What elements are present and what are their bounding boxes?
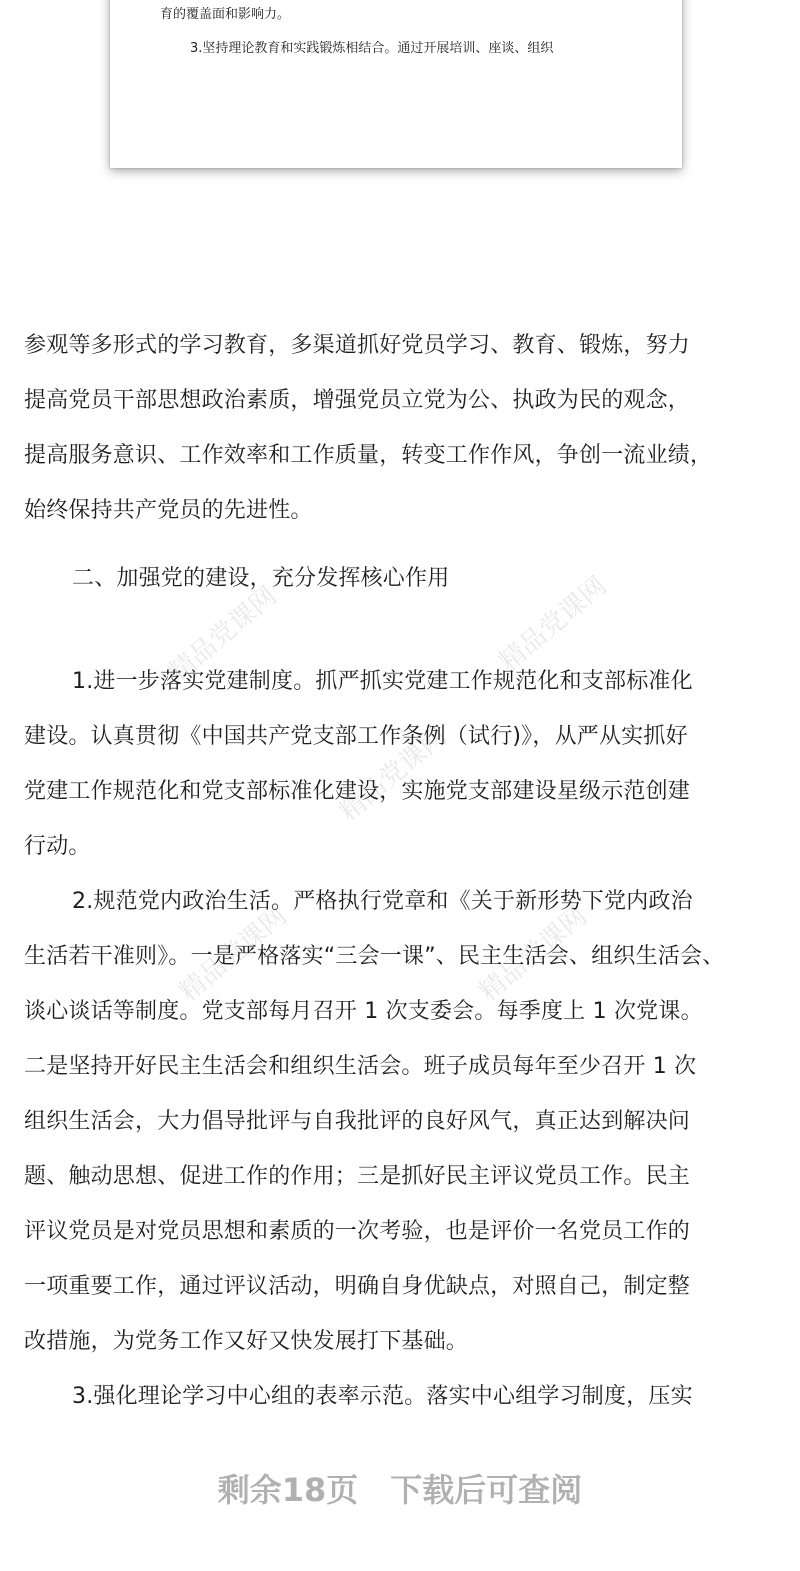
paragraph-line: 谈心谈话等制度。党支部每月召开 1 次支委会。每季度上 1 次党课。 [24,999,703,1024]
paragraph-line: 2.规范党内政治生活。严格执行党章和《关于新形势下党内政治 [72,889,693,914]
preview-text-line: 育的覆盖面和影响力。 [160,7,291,22]
section-heading: 二、加强党的建设，充分发挥核心作用 [72,566,450,591]
paragraph-line: 二是坚持开好民主生活会和组织生活会。班子成员每年至少召开 1 次 [24,1054,697,1079]
paragraph-line: 改措施，为党务工作又好又快发展打下基础。 [24,1329,469,1354]
paragraph-line: 一项重要工作，通过评议活动，明确自身优缺点，对照自己，制定整 [24,1274,691,1299]
page-preview-card [110,0,682,168]
paragraph-line: 建设。认真贯彻《中国共产党支部工作条例（试行)》，从严从实抓好 [24,724,688,749]
paragraph-line: 党建工作规范化和党支部标准化建设，实施党支部建设星级示范创建 [24,779,691,804]
paragraph-line: 提高服务意识、工作效率和工作质量，转变工作作风，争创一流业绩， [24,443,713,468]
watermark: 精品党课网 [163,581,283,688]
watermark: 精品党课网 [173,901,293,1008]
remaining-pages-notice[interactable]: 剩余18页 下载后可查阅 [217,1471,583,1509]
paragraph-line: 提高党员干部思想政治素质，增强党员立党为公、执政为民的观念， [24,388,691,413]
paragraph-line: 评议党员是对党员思想和素质的一次考验，也是评价一名党员工作的 [24,1219,691,1244]
paragraph-line: 组织生活会，大力倡导批评与自我批评的良好风气，真正达到解决问 [24,1109,691,1134]
paragraph-line: 题、触动思想、促进工作的作用；三是抓好民主评议党员工作。民主 [24,1164,691,1189]
watermark: 精品党课网 [493,571,613,678]
preview-text-line: 3.坚持理论教育和实践锻炼相结合。通过开展培训、座谈、组织 [190,41,554,56]
watermark: 精品党课网 [333,721,453,828]
paragraph-line: 始终保持共产党员的先进性。 [24,498,313,523]
paragraph-line: 3.强化理论学习中心组的表率示范。落实中心组学习制度，压实 [72,1384,693,1409]
paragraph-line: 生活若干准则》。一是严格落实“三会一课”、民主生活会、组织生活会、 [24,944,725,969]
watermark: 精品党课网 [473,901,593,1008]
paragraph-line: 参观等多形式的学习教育，多渠道抓好党员学习、教育、锻炼，努力 [24,333,691,358]
paragraph-line: 行动。 [24,834,91,859]
paragraph-line: 1.进一步落实党建制度。抓严抓实党建工作规范化和支部标准化 [72,669,693,694]
